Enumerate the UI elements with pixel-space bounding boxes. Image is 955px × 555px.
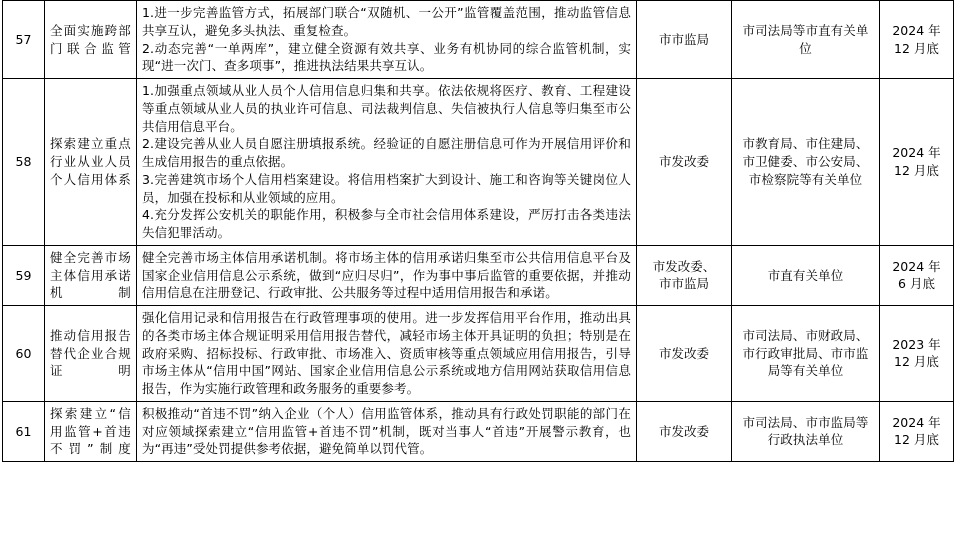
cooperating-units-text: 市司法局、市财政局、市行政审批局、市市监局等有关单位 xyxy=(742,327,869,379)
table-body xyxy=(3,1,954,462)
cooperating-units-text: 市直有关单位 xyxy=(767,267,844,283)
detail-line: 2.动态完善“一单两库”，建立健全资源有效共享、业务有机协同的综合监管机制，实现“进一次门、查多项事”，推进执法结果共享互认。 xyxy=(142,40,631,74)
lead-unit xyxy=(637,306,732,402)
cooperating-units xyxy=(732,79,880,246)
detail-line: 1.进一步完善监管方式，拓展部门联合“双随机、一公开”监管覆盖范围，推动监管信息共享互认，避免多头执法、重复检查。 xyxy=(142,5,631,38)
table-row xyxy=(3,245,954,305)
task-detail xyxy=(137,401,637,461)
deadline-line: 2024 年 xyxy=(892,22,941,38)
task-detail xyxy=(137,245,637,305)
task-name xyxy=(45,401,137,461)
detail-line: 积极推动“首违不罚”纳入企业（个人）信用监管体系，推动具有行政处罚职能的部门在对应领域探索建立“信用监管+首违不罚”机制，既对当事人“首违”开展警示教育，也为“再违”受处罚提供参考依据，避免简单以罚代管。 xyxy=(142,405,631,457)
deadline-line: 12 月底 xyxy=(894,432,939,448)
task-name-text: 健全完善市场主体信用承诺机制 xyxy=(50,249,131,301)
cooperating-units-text: 市司法局等市直有关单位 xyxy=(742,22,869,56)
deadline-line: 6 月底 xyxy=(898,276,935,292)
lead-unit xyxy=(637,401,732,461)
cooperating-units-text: 市司法局、市市监局等行政执法单位 xyxy=(742,414,869,448)
task-name xyxy=(45,306,137,402)
deadline-line: 12 月底 xyxy=(894,162,939,178)
cooperating-units xyxy=(732,401,880,461)
cooperating-units xyxy=(732,245,880,305)
lead-unit-text: 市市监局 xyxy=(658,276,709,292)
task-detail xyxy=(137,1,637,79)
deadline xyxy=(880,245,954,305)
detail-line: 2.建设完善从业人员自愿注册填报系统。经验证的自愿注册信息可作为开展信用评价和生成信用报告的重点依据。 xyxy=(142,136,631,169)
table-row xyxy=(3,79,954,246)
task-detail xyxy=(137,306,637,402)
table-row xyxy=(3,401,954,461)
deadline-line: 12 月底 xyxy=(894,40,939,56)
deadline-line: 2024 年 xyxy=(892,258,941,274)
detail-line: 3.完善建筑市场个人信用档案建设。将信用档案扩大到设计、施工和咨询等关键岗位人员，加强在投标和从业领域的应用。 xyxy=(142,171,631,205)
deadline-line: 12 月底 xyxy=(894,354,939,370)
deadline xyxy=(880,306,954,402)
task-name-text: 推动信用报告替代企业合规证明 xyxy=(50,327,131,379)
lead-unit-text: 市发改委 xyxy=(658,345,709,361)
detail-line: 4.充分发挥公安机关的职能作用，积极参与全市社会信用体系建设，严厉打击各类违法失信犯罪活动。 xyxy=(142,207,631,240)
deadline xyxy=(880,401,954,461)
lead-unit-text: 市发改委、 xyxy=(652,258,716,274)
task-name xyxy=(45,245,137,305)
task-name xyxy=(45,1,137,79)
lead-unit-text: 市发改委 xyxy=(658,154,709,169)
cooperating-units xyxy=(732,1,880,79)
row-number: 58 xyxy=(3,79,45,246)
detail-line: 强化信用记录和信用报告在行政管理事项的使用。进一步发挥信用平台作用，推动出具的各类市场主体合规证明采用信用报告替代，减轻市场主体开具证明的负担；特别是在政府采购、招标投标、行政审批、市场准入、资质审核等重点领域应用信用报告，引导市场主体从“信用中国”网站、国家企业信用信息公示系统或地方信用网站获取信用信息报告，作为实施行政管理和政务服务的重要参考。 xyxy=(142,310,631,396)
row-number: 60 xyxy=(3,306,45,402)
row-number: 57 xyxy=(3,1,45,79)
task-name-text: 探索建立重点行业从业人员个人信用体系 xyxy=(50,136,131,187)
task-list-table xyxy=(2,0,954,462)
task-name xyxy=(45,79,137,246)
task-detail xyxy=(137,79,637,246)
lead-unit-text: 市发改委 xyxy=(658,423,709,439)
table-row xyxy=(3,306,954,402)
table-row xyxy=(3,1,954,79)
detail-line: 健全完善市场主体信用承诺机制。将市场主体的信用承诺归集至市公共信用信息平台及国家企业信用信息公示系统，做到“应归尽归”，作为事中事后监管的重要依据，并推动信用信息在注册登记、行政审批、公共服务等过程中适用信用报告和承诺。 xyxy=(142,249,631,301)
detail-line: 1.加强重点领域从业人员个人信用信息归集和共享。依法依规将医疗、教育、工程建设等重点领域从业人员的执业许可信息、司法裁判信息、失信被执行人信息等归集至市公共信用信息平台。 xyxy=(142,83,631,134)
deadline xyxy=(880,79,954,246)
row-number: 61 xyxy=(3,401,45,461)
deadline-line: 2023 年 xyxy=(892,336,941,352)
lead-unit xyxy=(637,1,732,79)
cooperating-units xyxy=(732,306,880,402)
lead-unit xyxy=(637,245,732,305)
task-name-text: 探索建立“信用监管+首违不罚”制度 xyxy=(50,405,131,457)
lead-unit xyxy=(637,79,732,246)
task-name-text: 全面实施跨部门联合监管 xyxy=(50,22,131,56)
cooperating-units-text: 市教育局、市住建局、市卫健委、市公安局、市检察院等有关单位 xyxy=(742,136,869,187)
lead-unit-text: 市市监局 xyxy=(658,31,709,47)
deadline-line: 2024 年 xyxy=(892,414,941,430)
deadline-line: 2024 年 xyxy=(892,145,941,161)
deadline xyxy=(880,1,954,79)
row-number: 59 xyxy=(3,245,45,305)
